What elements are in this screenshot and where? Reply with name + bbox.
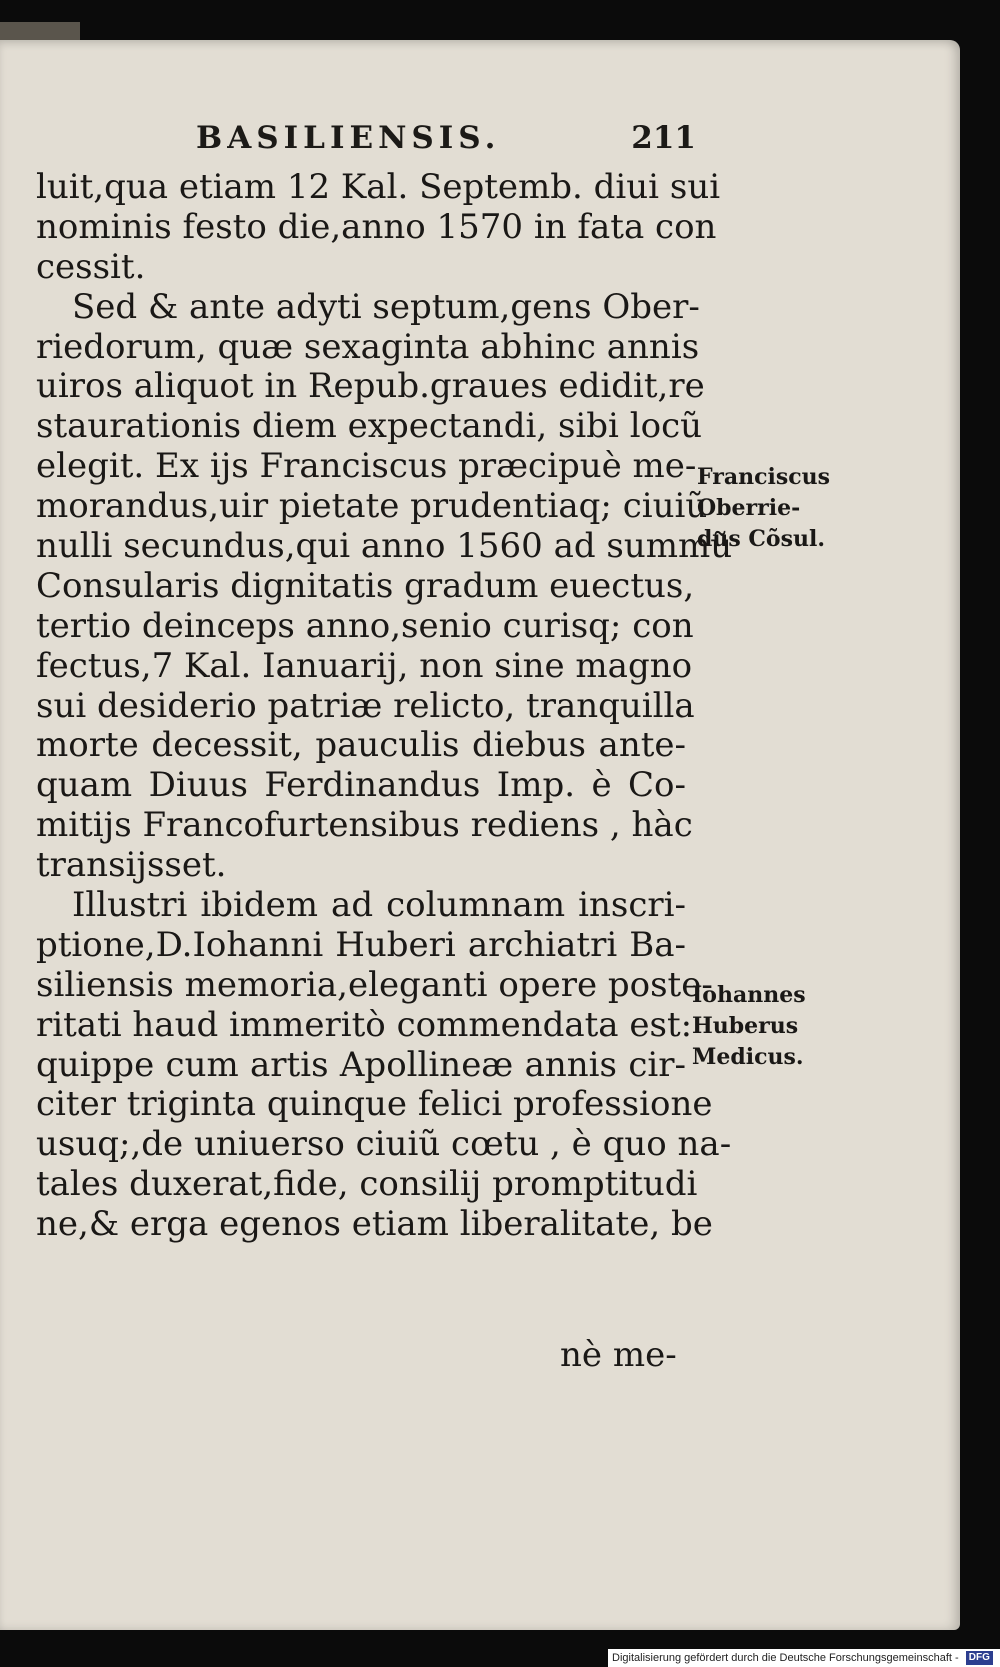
text-line: usuq;,de uniuerso ciuiũ cœtu , è quo na-: [36, 1124, 732, 1165]
running-head-title: BASILIENSIS.: [196, 120, 501, 156]
footer-text: Digitalisierung gefördert durch die Deutsche Forschungsgemeinschaft -: [612, 1652, 959, 1664]
text-line: sui desiderio patriæ relicto, tranquilla: [36, 685, 695, 726]
margin-note-oberried: [697, 462, 830, 555]
margin-note-line: Iohannes: [692, 982, 806, 1008]
margin-note-line: Medicus.: [692, 1044, 804, 1070]
text-line: ne,& erga egenos etiam liberalitate, be: [36, 1204, 713, 1245]
margin-note-line: Franciscus: [697, 464, 830, 490]
text-line: uiros aliquot in Repub.graues edidit,re: [36, 366, 705, 407]
text-line: riedorum, quæ sexaginta abhinc annis: [36, 326, 700, 367]
text-line: siliensis memoria,eleganti opere poste-: [36, 964, 713, 1005]
running-head: [196, 120, 696, 164]
dfg-logo: DFG: [966, 1651, 993, 1665]
text-line: cessit.: [36, 246, 146, 287]
digitization-footer: [608, 1649, 1000, 1667]
text-line: Sed & ante adyti septum,gens Ober-: [72, 286, 700, 327]
text-line: quam Diuus Ferdinandus Imp. è Co-: [36, 765, 686, 806]
text-line: staurationis diem expectandi, sibi locũ: [36, 406, 703, 447]
text-line: transijsset.: [36, 845, 227, 886]
text-line: luit,qua etiam 12 Kal. Septemb. diui sui: [36, 167, 721, 207]
body-text: [36, 167, 733, 1245]
margin-note-line: dus Cõsul.: [697, 526, 826, 552]
text-line: morte decessit, pauculis diebus ante-: [36, 725, 686, 766]
text-line: ritati haud immeritò commendata est:: [36, 1004, 693, 1045]
text-line: nominis festo die,anno 1570 in fata con: [36, 206, 717, 247]
text-line: elegit. Ex ijs Franciscus præcipuè me-: [36, 446, 697, 487]
margin-note-line: Oberrie-: [697, 495, 801, 521]
catchword: nè me-: [560, 1335, 677, 1375]
text-line: Consularis dignitatis gradum euectus,: [36, 565, 695, 606]
text-line: mitijs Francofurtensibus rediens , hàc: [36, 805, 693, 846]
text-line: Illustri ibidem ad columnam inscri-: [72, 885, 686, 926]
text-line: fectus,7 Kal. Ianuarij, non sine magno: [36, 645, 693, 686]
text-line: citer triginta quinque felici professione: [36, 1084, 713, 1125]
text-line: tertio deinceps anno,senio curisq; con: [36, 605, 694, 646]
margin-note-line: Huberus: [692, 1013, 799, 1039]
text-line: morandus,uir pietate prudentiaq; ciuiũ: [36, 486, 708, 527]
text-line: ptione,D.Iohanni Huberi archiatri Ba-: [36, 924, 686, 965]
text-line: nulli secundus,qui anno 1560 ad summũ: [36, 526, 733, 567]
page-number: 211: [631, 120, 696, 156]
text-line: tales duxerat,fide, consilij promptitudi: [36, 1164, 698, 1205]
margin-note-huber: [692, 980, 806, 1073]
text-line: quippe cum artis Apollineæ annis cir-: [36, 1044, 686, 1085]
